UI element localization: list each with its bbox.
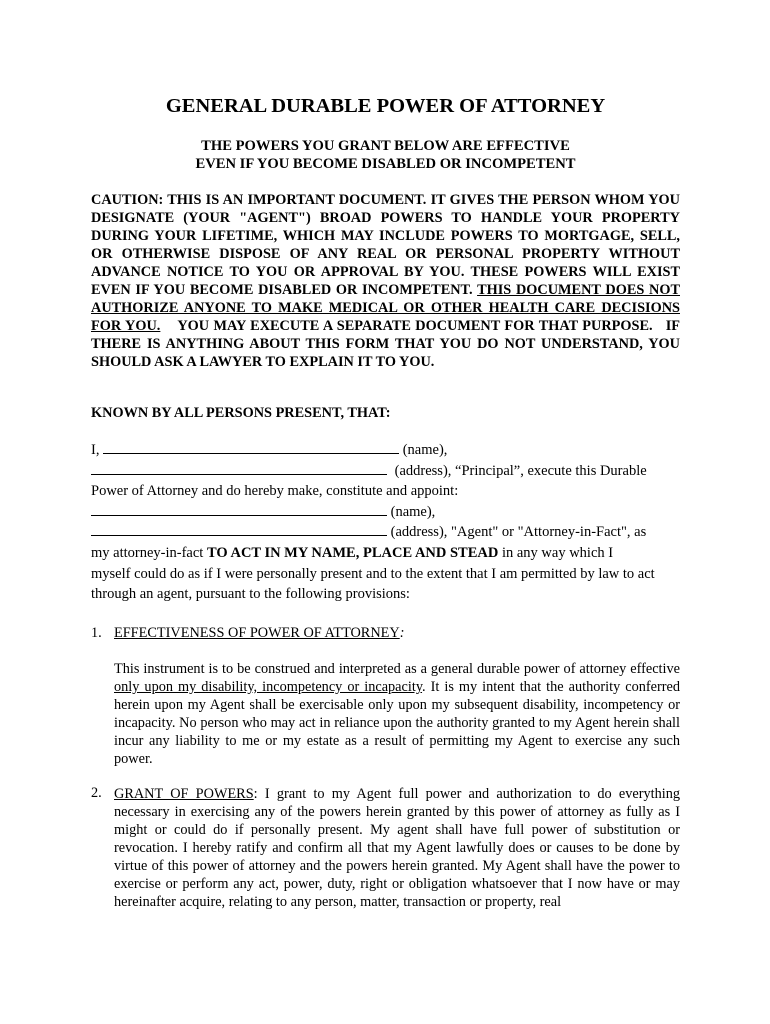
caution-text-1: CAUTION: THIS IS AN IMPORTANT DOCUMENT. IT GIVES THE PERSON WHOM YOU DESIGNATE (YOUR "AGENT") BROAD POWERS TO HANDLE YOUR PROPERTY DURING YOUR LIFETIME, WHICH MAY INCLUDE POWERS TO MORTGAGE, SELL, OR OTHERWISE DISPOSE OF ANY REAL OR PERSONAL PROPERTY WITHOUT ADVANCE NOTICE TO YOU OR APPROVAL BY YOU. THESE POWERS WILL EXIST EVEN IF YOU BECOME DISABLED OR INCOMPETENT. bbox=[91, 192, 680, 298]
principal-address-label: (address), “Principal”, execute this Durable bbox=[394, 462, 647, 479]
agent-address-line bbox=[91, 522, 680, 543]
attorney-bold-text: TO ACT IN MY NAME, PLACE AND STEAD bbox=[206, 544, 499, 561]
section-2-text: : I grant to my Agent full power and authorization to do everything necessary in exercising any of the powers herein granted by this power of attorney as fully as I might or could do if personally present. My agent shall have full power of substitution or revocation. I hereby ratify and confirm all that my Agent lawfully does or causes to be done by virtue of this power of attorney and the powers herein granted. My Agent shall have the power to exercise or perform any act, power, duty, right or obligation whatsoever that I now have or may hereinafter acquire, relating to any person, matter, transaction or property, real bbox=[114, 786, 681, 910]
agent-name-blank[interactable] bbox=[91, 503, 387, 516]
agent-name-label: (name), bbox=[390, 503, 436, 520]
section-1-heading bbox=[91, 625, 404, 642]
principal-name-label: (name), bbox=[402, 442, 448, 458]
principal-address-line bbox=[91, 461, 680, 482]
section-2-heading bbox=[91, 785, 114, 802]
caution-text-2: YOU MAY EXECUTE A SEPARATE DOCUMENT FOR THAT PURPOSE. IF THERE IS ANYTHING ABOUT THIS FORM THAT YOU DO NOT UNDERSTAND, YOU SHOULD ASK A LAWYER TO EXPLAIN IT TO YOU. bbox=[91, 318, 684, 370]
section-2-paragraph bbox=[114, 785, 680, 911]
section-1-title: EFFECTIVENESS OF POWER OF ATTORNEY bbox=[114, 625, 400, 641]
section-2-title: GRANT OF POWERS bbox=[114, 786, 254, 802]
agent-address-label: (address), "Agent" or "Attorney-in-Fact", as bbox=[390, 524, 647, 541]
attorney-suffix: in any way which I bbox=[498, 544, 614, 561]
section-1-underlined: only upon my disability, incompetency or incapacity bbox=[114, 679, 423, 695]
agent-address-blank[interactable] bbox=[91, 523, 387, 536]
principal-address-blank[interactable] bbox=[91, 462, 387, 475]
intro-block bbox=[91, 440, 680, 605]
document-title: GENERAL DURABLE POWER OF ATTORNEY bbox=[165, 95, 606, 117]
section-1-colon: : bbox=[399, 625, 405, 641]
principal-name-blank[interactable] bbox=[103, 441, 399, 454]
document-subtitle bbox=[91, 137, 680, 173]
section-1-number: 1. bbox=[91, 625, 102, 641]
principal-name-line bbox=[91, 440, 680, 461]
subtitle-line-1: THE POWERS YOU GRANT BELOW ARE EFFECTIVE bbox=[201, 138, 570, 154]
attorney-line bbox=[91, 543, 680, 564]
section-1-text-a: This instrument is to be construed and interpreted as a general durable power of attorney effective bbox=[114, 661, 680, 677]
appoint-line: Power of Attorney and do hereby make, constitute and appoint: bbox=[91, 483, 459, 500]
agent-name-line bbox=[91, 502, 680, 523]
myself-line: myself could do as if I were personally present and to the extent that I am permitted by law to act bbox=[91, 565, 655, 582]
caution-paragraph bbox=[91, 191, 684, 371]
intro-i: I, bbox=[91, 442, 100, 458]
known-heading: KNOWN BY ALL PERSONS PRESENT, THAT: bbox=[91, 405, 391, 421]
subtitle-line-2: EVEN IF YOU BECOME DISABLED OR INCOMPETENT bbox=[195, 156, 576, 172]
section-2-number: 2. bbox=[91, 785, 102, 801]
section-1-text-b: . It is my intent that the authority conferred herein upon my Agent shall be exercisable only upon my subsequent disability, incompetency or incapacity. No person who may act in reliance upon the authority granted to my Agent herein shall incur any liability to me or my estate as a result of permitting my Agent to exercise any such power. bbox=[114, 679, 680, 767]
section-1-paragraph bbox=[114, 660, 680, 768]
attorney-prefix: my attorney-in-fact bbox=[91, 544, 207, 561]
caution-underlined-text: THIS DOCUMENT DOES NOT AUTHORIZE ANYONE TO MAKE MEDICAL OR OTHER HEALTH CARE DECISIONS FOR YOU. bbox=[91, 282, 680, 334]
through-agent-line: through an agent, pursuant to the following provisions: bbox=[91, 586, 410, 603]
